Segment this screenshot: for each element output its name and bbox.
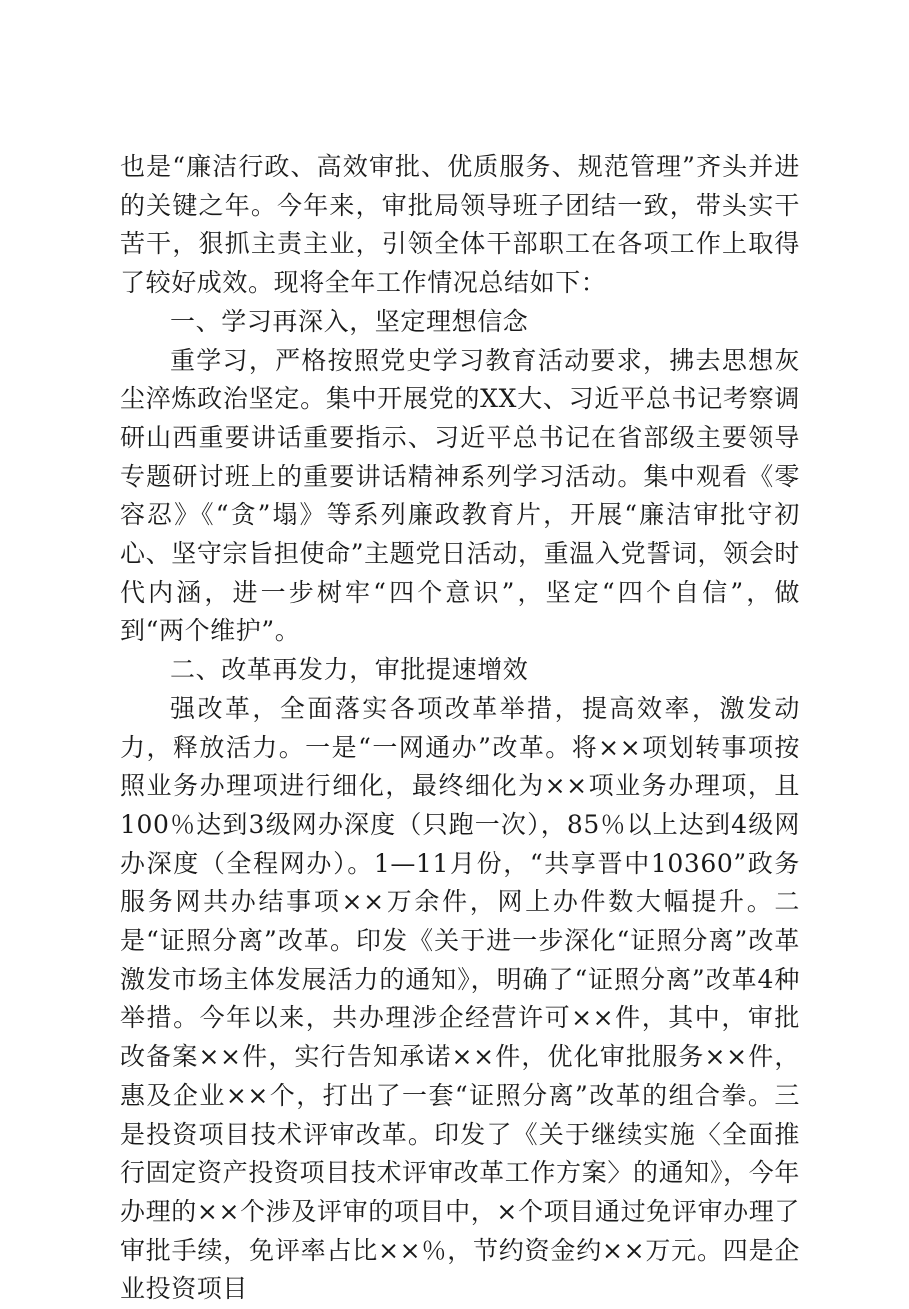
section-heading-2: 二、改革再发力，审批提速增效	[170, 655, 529, 685]
body-paragraph-continued: 也是“廉洁行政、高效审批、优质服务、规范管理”齐头并进的关键之年。今年来，审批局领导班子团结一致，带头实干苦干，狠抓主责主业，引领全体干部职工在各项工作上取得了较好成效。现将全年工作情况总结如下：	[120, 152, 800, 298]
document-body	[120, 148, 800, 1309]
body-paragraph-reform: 强改革，全面落实各项改革举措，提高效率，激发动力，释放活力。一是“一网通办”改革。将××项划转事项按照业务办理项进行细化，最终细化为××项业务办理项，且100％达到3级网办深度（只跑一次），85％以上达到4级网办深度（全程网办）。1—11月份，“共享晋中10360”政务服务网共办结事项××万余件，网上办件数大幅提升。二是“证照分离”改革。印发《关于进一步深化“证照分离”改革激发市场主体发展活力的通知》，明确了“证照分离”改革4种举措。今年以来，共办理涉企经营许可××件，其中，审批改备案××件，实行告知承诺××件，优化审批服务××件，惠及企业××个，打出了一套“证照分离”改革的组合拳。三是投资项目技术评审改革。印发了《关于继续实施〈全面推行固定资产投资项目技术评审改革工作方案〉的通知》，今年办理的××个涉及评审的项目中，×个项目通过免评审办理了审批手续，免评率占比××％，节约资金约××万元。四是企业投资项目	[120, 693, 800, 1304]
body-paragraph-study: 重学习，严格按照党史学习教育活动要求，拂去思想灰尘淬炼政治坚定。集中开展党的XX大、习近平总书记考察调研山西重要讲话重要指示、习近平总书记在省部级主要领导专题研讨班上的重要讲话精神系列学习活动。集中观看《零容忍》《“贪”塌》等系列廉政教育片，开展“廉洁审批守初心、坚守宗旨担使命”主题党日活动，重温入党誓词，领会时代内涵，进一步树牢“四个意识”，坚定“四个自信”，做到“两个维护”。	[120, 345, 800, 646]
section-heading-1: 一、学习再深入，坚定理想信念	[170, 306, 529, 336]
